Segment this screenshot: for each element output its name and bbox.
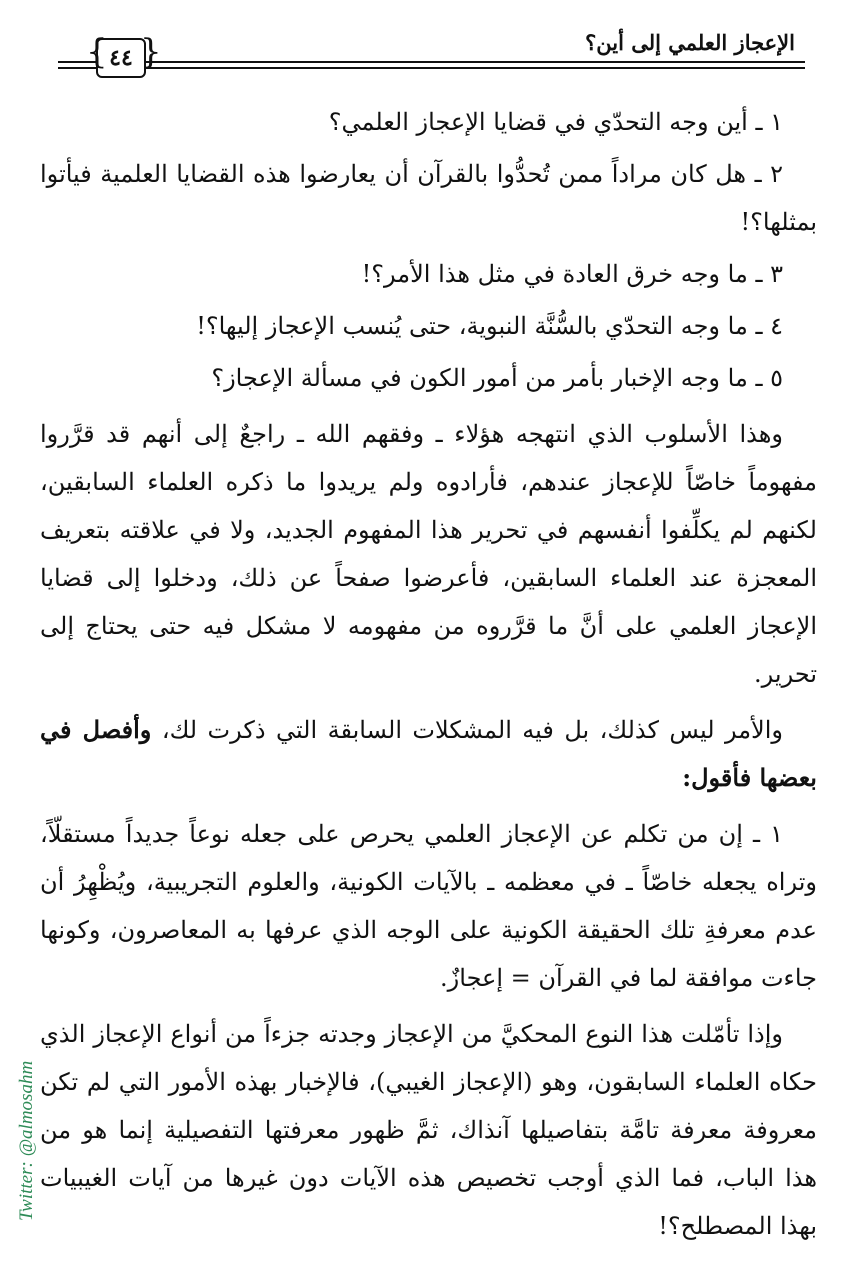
page-body (40, 98, 817, 1250)
paragraph-1: وهذا الأسلوب الذي انتهجه هؤلاء ـ وفقهم الله ـ راجعٌ إلى أنهم قد قرَّروا مفهوماً خاصّاً للإعجاز عندهم، فأرادوه ولم يريدوا ما ذكره العلماء السابقين، لكنهم لم يكلِّفوا أنفسهم في تحرير هذا المفهوم الجديد، ولا في علاقته بتعريف المعجزة عند العلماء السابقين، فأعرضوا صفحاً عن ذلك، ودخلوا إلى قضايا الإعجاز العلمي على أنَّ ما قرَّروه من مفهومه لا مشكل فيه حتى يحتاج إلى تحرير. (40, 420, 817, 688)
page-header (60, 26, 805, 78)
brace-ornament: { (86, 32, 108, 72)
brace-ornament: } (140, 32, 162, 72)
question-1: ١ ـ أين وجه التحدّي في قضايا الإعجاز العلمي؟ (328, 108, 783, 136)
question-5: ٥ ـ ما وجه الإخبار بأمر من أمور الكون في مسألة الإعجاز؟ (211, 364, 783, 392)
running-title: الإعجاز العلمي إلى أين؟ (585, 30, 795, 55)
header-rule (145, 67, 805, 69)
paragraph-3: وإذا تأمّلت هذا النوع المحكيَّ من الإعجاز وجدته جزءاً من أنواع الإعجاز الذي حكاه العلماء السابقون، وهو (الإعجاز الغيبي)، فالإخبار بهذه الأمور التي لم تكن معروفة معرفة تامَّة بتفاصيلها آنذاك، ثمَّ ظهور معرفتها التفصيلية إنما هو من هذا الباب، فما الذي أوجب تخصيص هذه الآيات دون غيرها من آيات الغيبيات بهذا المصطلح؟! (40, 1020, 817, 1240)
point-1: ١ ـ إن من تكلم عن الإعجاز العلمي يحرص على جعله نوعاً جديداً مستقلّاً، وتراه يجعله خاصّاً ـ في معظمه ـ بالآيات الكونية، والعلوم التجريبية، ويُظْهِرُ أن عدم معرفةِ تلك الحقيقة الكونية على الوجه الذي عرفها به المعاصرون، وكونها جاءت موافقة لما في القرآن = إعجازٌ. (40, 820, 817, 992)
question-3: ٣ ـ ما وجه خرق العادة في مثل هذا الأمر؟! (361, 260, 783, 288)
header-rule (145, 61, 805, 63)
watermark (8, 990, 48, 1240)
question-4: ٤ ـ ما وجه التحدّي بالسُّنَّة النبوية، حتى يُنسب الإعجاز إليها؟! (196, 312, 783, 340)
paragraph-2-bold: وأفصل في بعضها فأقول: (40, 715, 817, 792)
paragraph-2-text: والأمر ليس كذلك، بل فيه المشكلات السابقة التي ذكرت لك، (161, 716, 784, 744)
page-number: ٤٤ (96, 38, 146, 78)
watermark-text: Twitter: @almosahm (16, 1060, 37, 1221)
question-2: ٢ ـ هل كان مراداً ممن تُحدُّوا بالقرآن أن يعارضوا هذه القضايا العلمية فيأتوا بمثلها؟! (40, 160, 817, 236)
paragraph-2 (40, 706, 817, 802)
